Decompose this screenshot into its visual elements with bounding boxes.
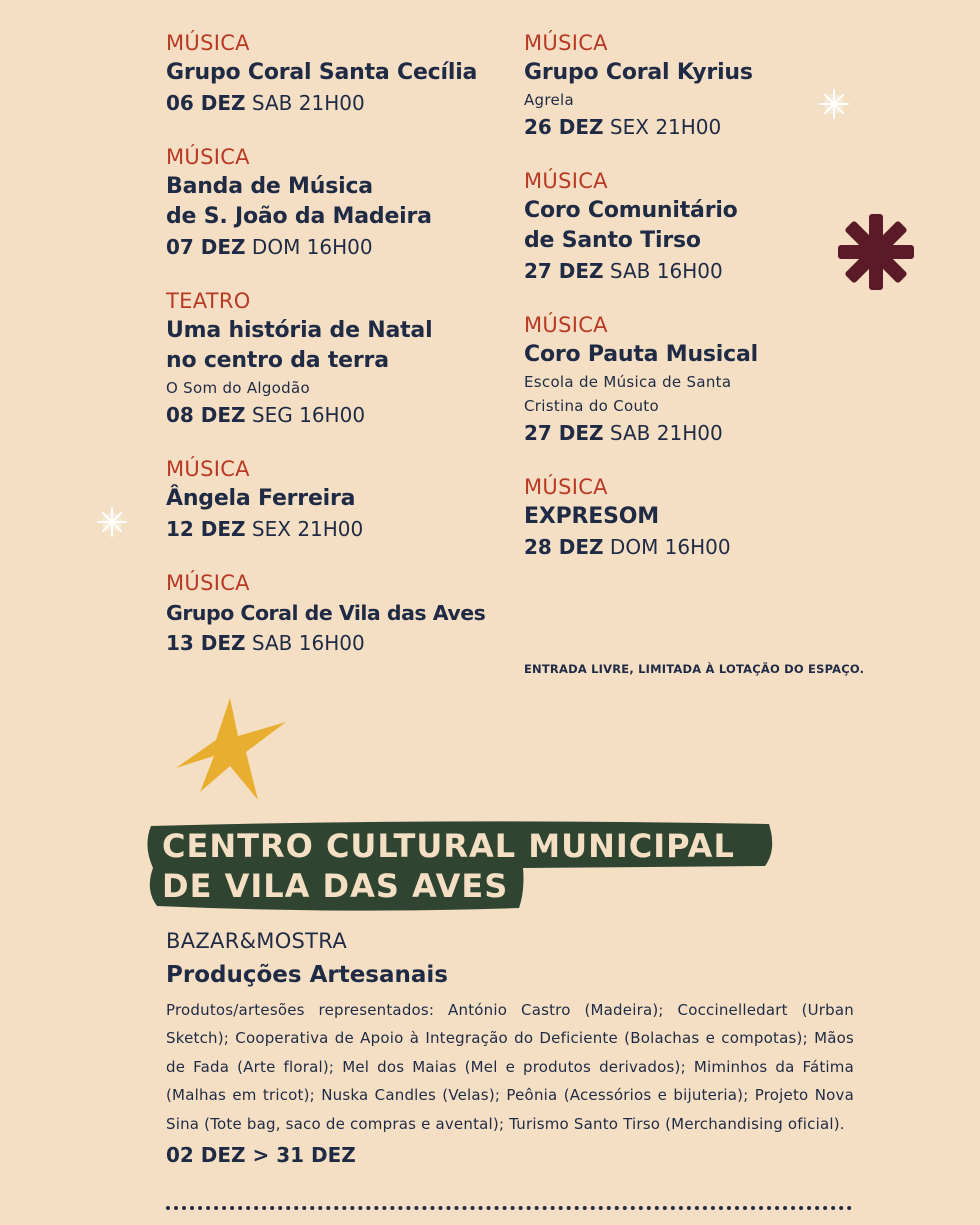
bazar-category: BAZAR&MOSTRA bbox=[166, 929, 348, 953]
venue-title: CENTRO CULTURAL MUNICIPAL DE VILA DAS AVES bbox=[162, 827, 735, 905]
event-item bbox=[524, 166, 854, 286]
event-datetime bbox=[524, 256, 854, 286]
event-time: DOM 16H00 bbox=[609, 535, 731, 559]
event-date: 07 DEZ bbox=[166, 235, 246, 259]
event-title: EXPRESOM bbox=[524, 504, 659, 529]
event-category: MÚSICA bbox=[166, 31, 250, 55]
event-time: SAB 16H00 bbox=[251, 631, 365, 655]
event-date: 27 DEZ bbox=[524, 421, 604, 445]
event-category: MÚSICA bbox=[166, 457, 250, 481]
event-title: Coro Pauta Musical bbox=[524, 342, 758, 367]
bazar-section bbox=[166, 926, 854, 1170]
event-time: SAB 16H00 bbox=[609, 259, 723, 283]
event-item bbox=[524, 472, 854, 562]
event-time: SEX 21H00 bbox=[609, 115, 722, 139]
event-datetime bbox=[166, 232, 506, 262]
bazar-title: Produções Artesanais bbox=[166, 962, 448, 988]
event-date: 27 DEZ bbox=[524, 259, 604, 283]
event-subtitle: Escola de Música de Santa Cristina do Couto bbox=[524, 373, 732, 415]
event-time: SEG 16H00 bbox=[251, 403, 366, 427]
event-category: MÚSICA bbox=[524, 475, 608, 499]
event-item bbox=[166, 568, 506, 658]
event-datetime bbox=[166, 514, 506, 544]
event-title: Banda de Música de S. João da Madeira bbox=[166, 174, 432, 229]
admission-notice: ENTRADA LIVRE, LIMITADA À LOTAÇÃO DO ESPAÇO. bbox=[524, 662, 865, 676]
sparkle-icon bbox=[814, 84, 854, 124]
asterisk-icon bbox=[836, 212, 916, 292]
event-time: SAB 21H00 bbox=[609, 421, 723, 445]
event-datetime bbox=[524, 418, 854, 448]
event-category: MÚSICA bbox=[166, 571, 250, 595]
event-datetime bbox=[166, 88, 506, 118]
event-datetime bbox=[166, 400, 506, 430]
dotted-divider bbox=[166, 1206, 852, 1210]
event-title: Uma história de Natal no centro da terra bbox=[166, 318, 433, 373]
bazar-description: Produtos/artesões representados: António Castro (Madeira); Coccinelledart (Urban Sketch); Cooperativa de Apoio à Integração do Deficiente (Bolachas e compotas); Mãos de Fada (Arte floral); Mel dos Maias (Mel e produtos derivados); Miminhos da Fátima (Malhas em tricot); Nuska Candles (Velas); Peônia (Acessórios e bijuteria); Projeto Nova Sina (Tote bag, saco de compras e avental); Turismo Santo Tirso (Merchandising oficial). bbox=[166, 1001, 854, 1133]
event-category: MÚSICA bbox=[524, 169, 608, 193]
event-date: 28 DEZ bbox=[524, 535, 604, 559]
event-item bbox=[166, 28, 506, 118]
event-time: SEX 21H00 bbox=[251, 517, 364, 541]
event-item bbox=[166, 142, 506, 262]
event-date: 12 DEZ bbox=[166, 517, 246, 541]
event-title: Coro Comunitário de Santo Tirso bbox=[524, 198, 738, 253]
event-category: TEATRO bbox=[166, 289, 251, 313]
event-item bbox=[524, 28, 854, 142]
event-datetime bbox=[166, 628, 506, 658]
event-category: MÚSICA bbox=[524, 313, 608, 337]
event-title: Grupo Coral de Vila das Aves bbox=[166, 601, 486, 625]
event-title: Grupo Coral Kyrius bbox=[524, 60, 753, 85]
event-subtitle: O Som do Algodão bbox=[166, 379, 310, 397]
event-date: 06 DEZ bbox=[166, 91, 246, 115]
event-datetime bbox=[524, 112, 854, 142]
event-title: Grupo Coral Santa Cecília bbox=[166, 60, 478, 85]
right-event-column bbox=[524, 28, 854, 586]
event-title: Ângela Ferreira bbox=[166, 486, 356, 511]
event-time: SAB 21H00 bbox=[251, 91, 365, 115]
gold-star-icon bbox=[174, 696, 288, 804]
event-date: 13 DEZ bbox=[166, 631, 246, 655]
event-subtitle: Agrela bbox=[524, 91, 575, 109]
left-event-column bbox=[166, 28, 506, 682]
event-time: DOM 16H00 bbox=[251, 235, 373, 259]
sparkle-icon bbox=[92, 502, 132, 542]
event-item bbox=[524, 310, 854, 448]
event-category: MÚSICA bbox=[524, 31, 608, 55]
bazar-date-range: 02 DEZ > 31 DEZ bbox=[166, 1143, 356, 1168]
event-item bbox=[166, 286, 506, 430]
event-date: 08 DEZ bbox=[166, 403, 246, 427]
event-datetime bbox=[524, 532, 854, 562]
event-item bbox=[166, 454, 506, 544]
event-date: 26 DEZ bbox=[524, 115, 604, 139]
event-category: MÚSICA bbox=[166, 145, 250, 169]
